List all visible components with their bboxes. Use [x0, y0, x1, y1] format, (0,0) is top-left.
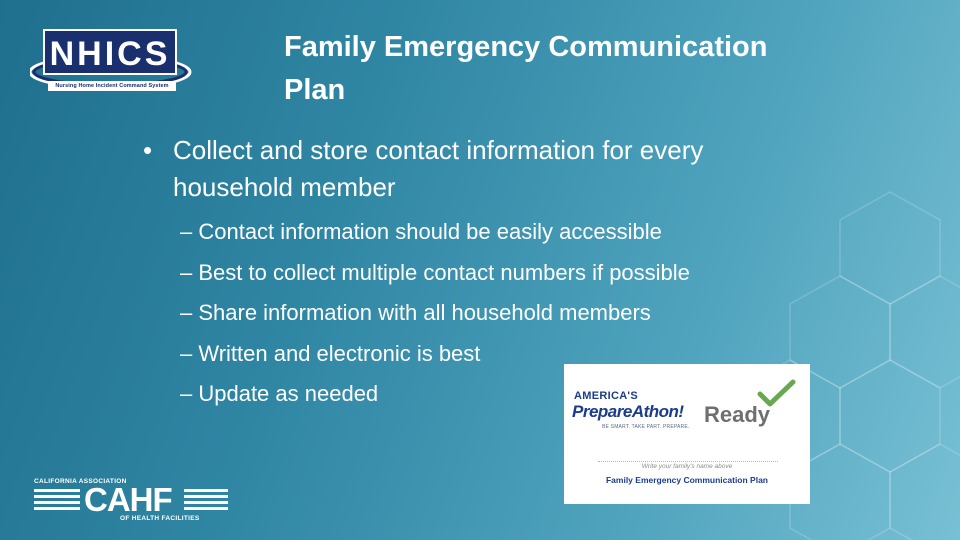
sub-bullet: – Update as needed	[180, 381, 379, 406]
nhics-subtitle: Nursing Home Incident Command System	[48, 81, 176, 91]
cahf-top-text: CALIFORNIA ASSOCIATION	[34, 478, 127, 485]
plan-title: Family Emergency Communication Plan	[605, 475, 768, 485]
cahf-lines-right	[184, 489, 228, 513]
sub-bullet: – Written and electronic is best	[180, 340, 481, 366]
tagline: BE SMART. TAKE PART. PREPARE.	[602, 424, 690, 430]
checkmark-icon	[756, 378, 796, 408]
americas-label: AMERICA'S	[574, 390, 638, 402]
svg-text:NHICS: NHICS	[49, 35, 171, 73]
slide-title	[284, 26, 844, 112]
title-line-2: Plan	[284, 74, 346, 106]
cahf-bottom-text: OF HEALTH FACILITIES	[120, 515, 200, 522]
sub-bullet: – Best to collect multiple contact numbers if possible	[180, 259, 690, 285]
cahf-lines-left	[34, 489, 80, 513]
write-name-label: Write your family's name above	[641, 463, 733, 470]
ready-label: Ready	[704, 402, 771, 427]
title-line-1: Family Emergency Communication	[284, 31, 768, 63]
bullet-dot: •	[143, 135, 153, 165]
prepareathon-label: PrepareAthon!	[572, 402, 684, 421]
prepareathon-image	[564, 364, 810, 504]
cahf-logo	[34, 478, 234, 524]
main-bullet-text: Collect and store contact information for every household member	[173, 135, 704, 202]
main-bullet	[143, 132, 823, 206]
sub-bullet: – Share information with all household members	[180, 300, 651, 325]
cahf-word: CAHF	[84, 481, 172, 518]
name-line	[598, 461, 778, 462]
sub-bullet: – Contact information should be easily accessible	[180, 219, 662, 244]
